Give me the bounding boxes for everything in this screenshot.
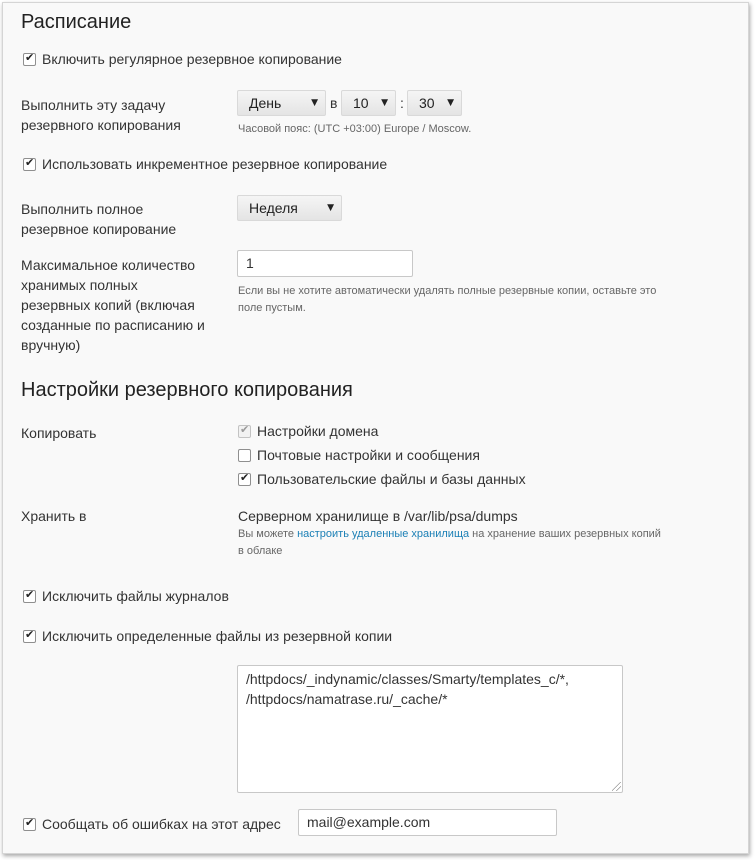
user-files-label: Пользовательские файлы и базы данных [257, 471, 526, 487]
run-period-value: День [249, 95, 282, 111]
incremental-backup-checkbox[interactable] [23, 158, 36, 171]
exclude-path-line: /httpdocs/_indynamic/classes/Smarty/templates_c/*, [246, 671, 569, 687]
notify-email-value: mail@example.com [307, 814, 431, 830]
max-count-hint [238, 283, 656, 317]
max-count-label-line: хранимых полных [21, 277, 138, 293]
domain-settings-label: Настройки домена [257, 423, 379, 439]
enable-regular-backup-option[interactable] [23, 51, 342, 67]
schedule-heading: Расписание [21, 11, 132, 33]
run-hour-select[interactable] [341, 90, 396, 116]
run-hour-value: 10 [353, 95, 369, 111]
backup-schedule-panel [2, 2, 749, 854]
exclude-files-option[interactable] [23, 628, 392, 644]
store-in-label: Хранить в [21, 508, 87, 524]
at-word: в [330, 95, 338, 111]
max-count-label-line: Максимальное количество [21, 257, 196, 273]
timezone-hint: Часовой пояс: (UTC +03:00) Europe / Moscow. [238, 123, 472, 135]
user-files-checkbox[interactable] [238, 473, 251, 486]
full-backup-period-select[interactable] [237, 195, 342, 221]
store-in-value: Серверном хранилище в /var/lib/psa/dumps [238, 508, 518, 524]
time-separator: : [400, 95, 404, 111]
max-count-label-line: вручную) [21, 337, 81, 353]
chevron-down-icon: ▼ [381, 98, 388, 108]
exclude-logs-option[interactable] [23, 588, 229, 604]
full-backup-label [21, 199, 176, 239]
chevron-down-icon: ▼ [447, 98, 454, 108]
mail-settings-label: Почтовые настройки и сообщения [257, 447, 480, 463]
store-hint-line2: в облаке [238, 545, 283, 557]
exclude-logs-checkbox[interactable] [23, 590, 36, 603]
max-count-hint-line2: поле пустым. [238, 302, 306, 314]
backup-settings-heading: Настройки резервного копирования [21, 379, 353, 401]
chevron-down-icon: ▼ [327, 203, 334, 213]
full-backup-period-value: Неделя [249, 200, 298, 216]
run-minute-value: 30 [419, 95, 435, 111]
store-hint-prefix: Вы можете [238, 528, 298, 540]
full-backup-label-line1: Выполнить полное [21, 201, 144, 217]
notify-errors-checkbox[interactable] [23, 818, 36, 831]
copy-option-domain-settings [238, 423, 378, 439]
run-task-label [21, 95, 181, 135]
exclude-files-textarea[interactable] [237, 665, 623, 793]
max-count-hint-line1: Если вы не хотите автоматически удалять полные резервные копии, оставьте это [238, 285, 657, 297]
incremental-backup-option[interactable] [23, 156, 387, 172]
run-period-select[interactable] [237, 90, 326, 116]
run-minute-select[interactable] [407, 90, 462, 116]
run-task-label-line2: резервного копирования [21, 117, 181, 133]
notify-errors-label: Сообщать об ошибках на этот адрес [42, 816, 281, 832]
exclude-files-checkbox[interactable] [23, 630, 36, 643]
full-backup-label-line2: резервное копирование [21, 221, 177, 237]
max-count-label [21, 255, 231, 355]
domain-settings-checkbox [238, 425, 251, 438]
resize-grip-icon[interactable] [612, 782, 621, 791]
exclude-logs-label: Исключить файлы журналов [42, 588, 229, 604]
notify-errors-option[interactable] [23, 816, 281, 832]
exclude-files-label: Исключить определенные файлы из резервной копии [42, 628, 393, 644]
copy-label: Копировать [21, 425, 97, 441]
configure-remote-storage-link[interactable]: настроить удаленные хранилища [297, 528, 470, 540]
max-count-label-line: созданные по расписанию и [21, 317, 205, 333]
store-hint [238, 526, 661, 560]
max-count-value: 1 [246, 255, 254, 271]
store-hint-suffix: на хранение ваших резервных копий [469, 528, 661, 540]
run-task-label-line1: Выполнить эту задачу [21, 97, 166, 113]
max-count-input[interactable] [237, 250, 413, 277]
chevron-down-icon: ▼ [311, 98, 318, 108]
mail-settings-checkbox[interactable] [238, 449, 251, 462]
exclude-path-line: /httpdocs/namatrase.ru/_cache/* [246, 691, 448, 707]
copy-option-user-files[interactable] [238, 471, 526, 487]
copy-option-mail-settings[interactable] [238, 447, 480, 463]
incremental-backup-label: Использовать инкрементное резервное копирование [42, 156, 388, 172]
enable-regular-backup-label: Включить регулярное резервное копирование [42, 51, 342, 67]
notify-email-input[interactable] [298, 809, 557, 836]
enable-regular-backup-checkbox[interactable] [23, 53, 36, 66]
max-count-label-line: резервных копий (включая [21, 297, 195, 313]
